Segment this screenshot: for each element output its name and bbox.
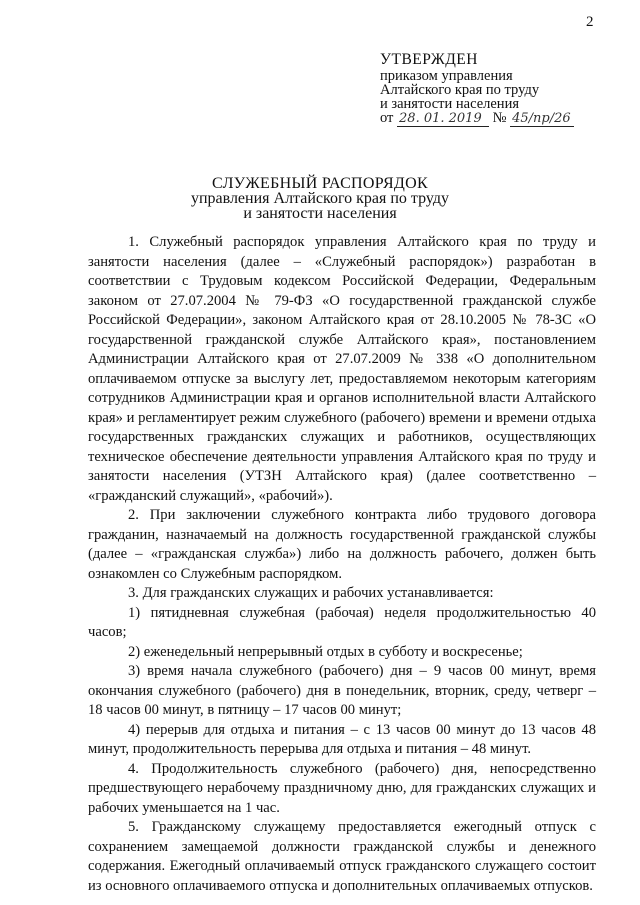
title-sub-1: управления Алтайского края по труду [190, 190, 450, 207]
approval-line-2: Алтайского края по труду [380, 82, 540, 98]
date-prefix: от [380, 110, 394, 126]
document-body [88, 233, 596, 896]
paragraph-2: 2. При заключении служебного контракта либо трудового договора гражданин, назначаемый на должность государственной гражданской службы (далее – «гражданская служба») либо на должность рабочего, должен быть ознакомлен со Служебным распорядком. [88, 507, 596, 582]
document-title [0, 176, 640, 221]
number-prefix: № [492, 110, 507, 126]
handwritten-date: 28. 01. 2019 [397, 112, 489, 127]
handwritten-number: 45/пр/26 [510, 112, 574, 127]
paragraph-3-item-1: 1) пятидневная служебная (рабочая) неделя продолжительностью 40 часов; [88, 604, 596, 640]
title-sub-2: и занятости населения [243, 205, 397, 222]
approval-date-row [380, 111, 630, 127]
paragraph-3-item-2: 2) еженедельный непрерывный отдых в субботу и воскресенье; [128, 643, 523, 660]
paragraph-4: 4. Продолжительность служебного (рабочего) дня, непосредственно предшествующего нерабочему праздничному дню, для гражданских служащих и рабочих уменьшается на 1 час. [88, 760, 596, 816]
approval-line-3: и занятости населения [380, 96, 519, 112]
approval-block [380, 53, 630, 127]
approval-title: УТВЕРЖДЕН [380, 51, 478, 68]
paragraph-3: 3. Для гражданских служащих и рабочих устанавливается: [128, 585, 494, 601]
page-number: 2 [586, 14, 594, 30]
title-main: СЛУЖЕБНЫЙ РАСПОРЯДОК [212, 175, 428, 192]
paragraph-1: 1. Служебный распорядок управления Алтайского края по труду и занятости населения (далее – «Служебный распорядок») разработан в соответствии с Трудовым кодексом Российской Федерации, Федеральным законом от 27.07.2004 № 79-ФЗ «О государственной гражданской службе Российской Федерации», законом Алтайского края от 28.10.2005 № 78-ЗС «О государственной гражданской службе Алтайского края», постановлением Администрации Алтайского края от 27.07.2009 № 338 «О дополнительном оплачиваемом отпуске за выслугу лет, предоставляемом некоторым категориям сотрудников Администрации края и органов исполнительной власти Алтайского края» и регламентирует режим служебного (рабочего) времени и времени отдыха государственных гражданских служащих и работников, осуществляющих техническое обеспечение деятельности управления Алтайского края по труду и занятости населения (УТЗН Алтайского края) (далее соответственно – «гражданский служащий», «рабочий»). [88, 234, 596, 504]
paragraph-5: 5. Гражданскому служащему предоставляется ежегодный отпуск с сохранением замещаемой должности гражданской службы и денежного содержания. Ежегодный оплачиваемый отпуск гражданского служащего состоит из основного оплачиваемого отпуска и дополнительных оплачиваемых отпусков. [88, 819, 596, 894]
paragraph-3-item-3: 3) время начала служебного (рабочего) дня – 9 часов 00 минут, время окончания служебного (рабочего) дня в понедельник, вторник, среду, четверг – 18 часов 00 минут, в пятницу – 17 часов 00 минут; [88, 663, 596, 718]
approval-line-1: приказом управления [380, 68, 513, 84]
paragraph-3-item-4: 4) перерыв для отдыха и питания – с 13 часов 00 минут до 13 часов 48 минут, продолжительность перерыва для отдыха и питания – 48 минут. [88, 721, 596, 757]
